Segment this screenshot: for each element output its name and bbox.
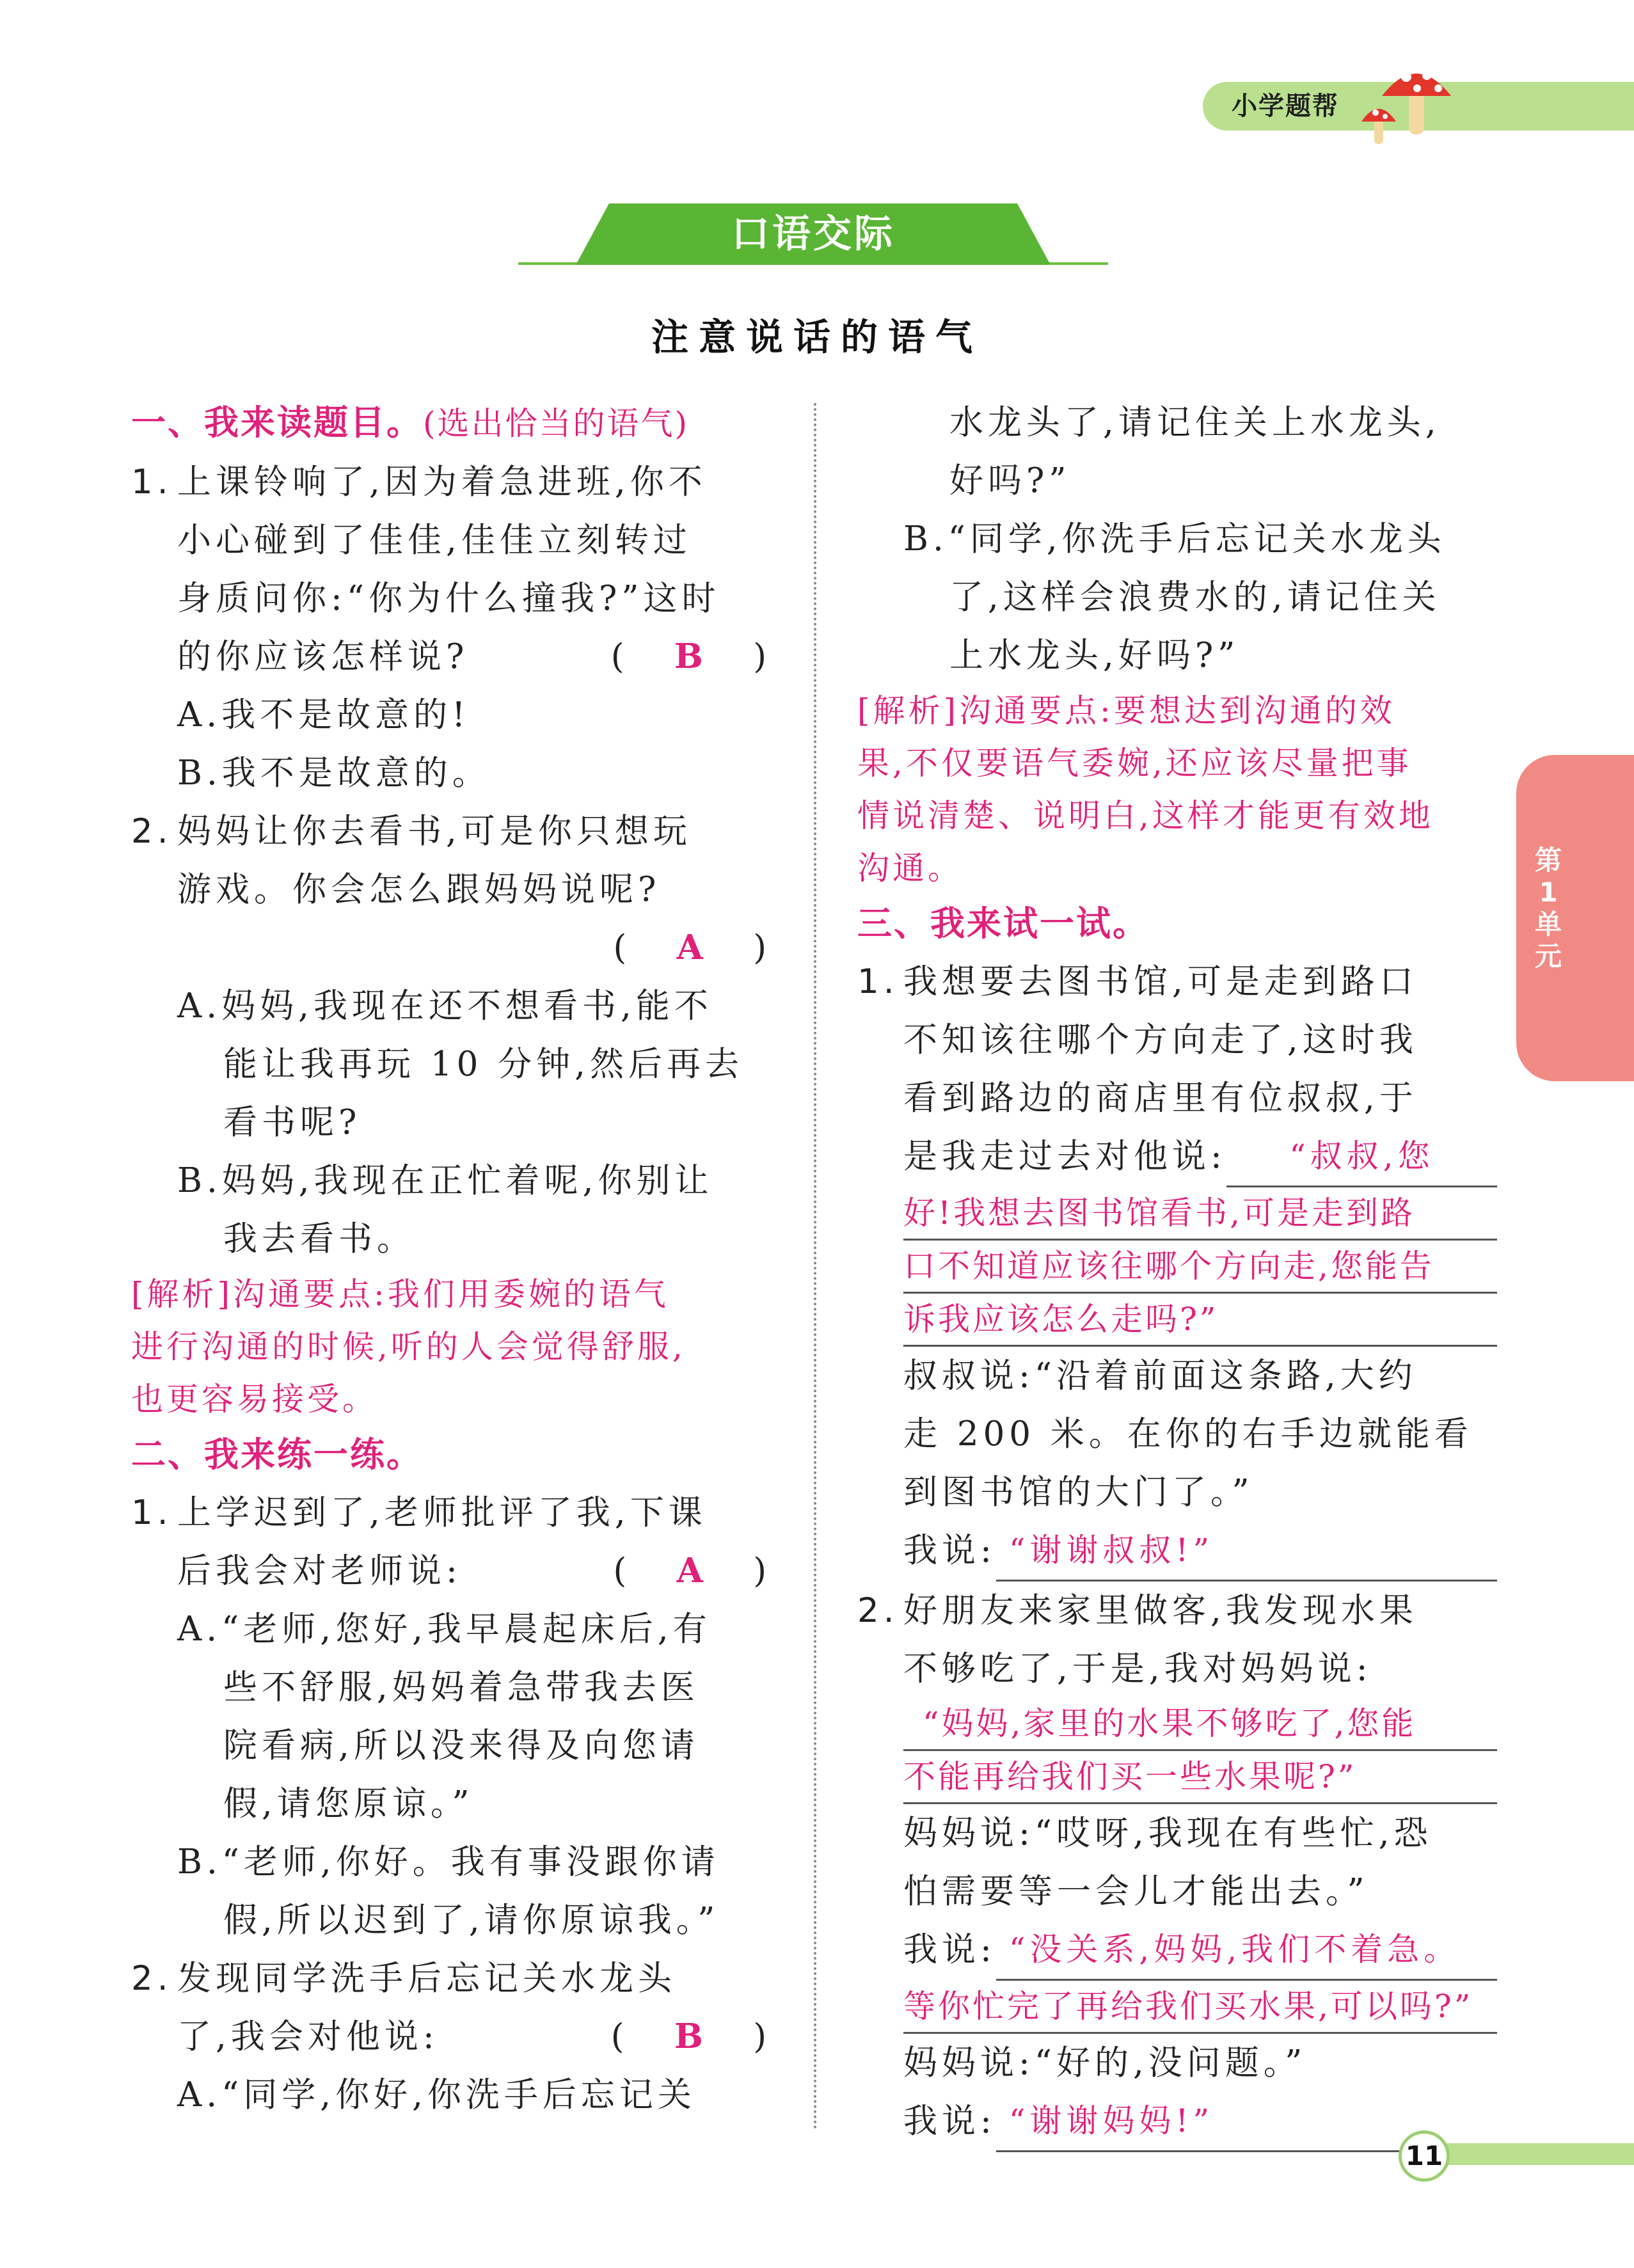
column-divider <box>814 403 816 2130</box>
question-line: 看到路边的商店里有位叔叔,于 <box>903 1079 1418 1118</box>
speaker-label: 我说: <box>903 1930 996 1969</box>
question-line: 好朋友来家里做客,我发现水果 <box>903 1591 1418 1630</box>
answer-bracket: ( A ) <box>613 1551 771 1590</box>
answer-fill: 好!我想去图书馆看书,可是走到路 <box>903 1187 1497 1241</box>
question-number: 2. <box>857 1591 899 1630</box>
answer-fill: 等你忙完了再给我们买水果,可以吗?” <box>903 1981 1497 2034</box>
option-line: B.“老师,你好。我有事没跟你请 <box>177 1843 720 1882</box>
question-line: 上学迟到了,老师批评了我,下课 <box>177 1493 707 1532</box>
option-line: 水龙头了,请记住关上水龙头, <box>949 403 1441 442</box>
analysis-line: [解析]沟通要点:要想达到沟通的效 <box>857 692 1395 729</box>
dialogue-line <box>903 1921 1497 1981</box>
option-line: 看书呢? <box>223 1103 361 1142</box>
answer-fill: “谢谢妈妈!” <box>996 2092 1497 2152</box>
option-line: A.妈妈,我现在还不想看书,能不 <box>177 987 713 1026</box>
question-line: 不够吃了,于是,我对妈妈说: <box>903 1649 1372 1688</box>
question-2-1 <box>131 1484 771 1600</box>
option-a <box>131 1600 771 1833</box>
left-column <box>131 393 771 2124</box>
dialogue-line: 怕需要等一会儿才能出去。” <box>903 1872 1369 1911</box>
page-subtitle: 注意说话的语气 <box>651 315 983 359</box>
question-line: 不知该往哪个方向走了,这时我 <box>903 1020 1418 1059</box>
answer-choice: B <box>674 2017 708 2056</box>
section-3-title: 三、我来试一试。 <box>857 903 1149 944</box>
page-number-bar <box>1433 2143 1634 2165</box>
speaker-label: 我说: <box>903 1531 996 1570</box>
option-line: 能让我再玩 10 分钟,然后再去 <box>223 1045 743 1084</box>
answer-choice: A <box>676 1551 708 1590</box>
analysis-line: 进行沟通的时候,听的人会觉得舒服, <box>131 1328 686 1365</box>
analysis-line: [解析]沟通要点:我们用委婉的语气 <box>131 1276 669 1313</box>
question-3-2 <box>857 1582 1497 2152</box>
option-a <box>131 977 771 1152</box>
option-line: A.“老师,您好,我早晨起床后,有 <box>177 1610 711 1649</box>
question-text: 后我会对老师说: <box>177 1551 462 1590</box>
answer-choice: B <box>674 637 708 676</box>
option-line: 好吗?” <box>949 461 1071 500</box>
dialogue-line: 妈妈说:“好的,没问题。” <box>903 2043 1307 2082</box>
option-line: B.“同学,你洗手后忘记关水龙头 <box>903 519 1446 559</box>
question-1-2 <box>131 802 771 977</box>
analysis-line: 也更容易接受。 <box>131 1381 377 1418</box>
question-number: 1. <box>131 463 173 502</box>
page-number: 11 <box>1405 2140 1443 2171</box>
option-a: A.我不是故意的! <box>177 695 470 734</box>
option-b <box>131 1152 771 1268</box>
question-line: 小心碰到了佳佳,佳佳立刻转过 <box>177 521 692 560</box>
option-a-continued <box>857 393 1497 510</box>
analysis-1 <box>131 1268 771 1425</box>
unit-label-text: 第1单元 <box>1534 845 1562 972</box>
brand-label: 小学题帮 <box>1232 91 1339 121</box>
question-2-2 <box>131 1949 771 2066</box>
answer-bracket: ( B ) <box>610 637 771 676</box>
question-number: 1. <box>857 962 899 1001</box>
dialogue-line: 走 200 米。在你的右手边就能看 <box>903 1415 1473 1454</box>
answer-bracket: ( A ) <box>177 919 771 977</box>
answer-fill: “叔叔,您 <box>1226 1127 1497 1187</box>
section-1-hint: (选出恰当的语气) <box>423 405 690 442</box>
dialogue-line <box>903 1521 1497 1582</box>
section-1-heading <box>131 393 771 453</box>
analysis-2 <box>857 685 1497 894</box>
option-a <box>131 2066 771 2124</box>
question-line: 妈妈让你去看书,可是你只想玩 <box>177 812 692 851</box>
question-line: 游戏。你会怎么跟妈妈说呢? <box>177 870 661 909</box>
analysis-line: 情说清楚、说明白,这样才能更有效地 <box>857 797 1434 834</box>
analysis-line: 果,不仅要语气委婉,还应该尽量把事 <box>857 745 1412 782</box>
answer-fill: 口不知道应该往哪个方向走,您能告 <box>903 1241 1497 1294</box>
option-line: 上水龙头,好吗?” <box>949 636 1240 675</box>
option-line: 假,请您原谅。” <box>223 1784 474 1823</box>
question-number: 2. <box>131 1959 173 1998</box>
answer-fill: “谢谢叔叔!” <box>996 1521 1497 1582</box>
option-b <box>857 510 1497 685</box>
question-number: 2. <box>131 812 173 851</box>
question-line: 上课铃响了,因为着急进班,你不 <box>177 463 707 502</box>
question-text: 了,我会对他说: <box>177 2017 439 2056</box>
unit-label <box>1516 845 1580 972</box>
option-line: 假,所以迟到了,请你原谅我。” <box>223 1901 720 1940</box>
option-line: B.妈妈,我现在正忙着呢,你别让 <box>177 1161 713 1200</box>
question-line <box>177 2008 771 2066</box>
answer-fill: 不能再给我们买一些水果呢?” <box>903 1751 1497 1804</box>
answer-bracket: ( B ) <box>610 2017 771 2056</box>
option-line: 院看病,所以没来得及向您请 <box>223 1726 699 1765</box>
answer-choice: A <box>676 928 708 967</box>
question-text: 的你应该怎样说? <box>177 637 469 676</box>
question-line: 发现同学洗手后忘记关水龙头 <box>177 1959 676 1998</box>
right-column <box>857 393 1497 2152</box>
answer-fill: “没关系,妈妈,我们不着急。 <box>996 1921 1497 1981</box>
dialogue-line: 妈妈说:“哎呀,我现在有些忙,恐 <box>903 1814 1432 1853</box>
question-line <box>903 1127 1497 1187</box>
question-3-1 <box>857 953 1497 1582</box>
option-line: 了,这样会浪费水的,请记住关 <box>949 578 1441 617</box>
question-line <box>177 1542 771 1600</box>
option-line: A.“同学,你好,你洗手后忘记关 <box>177 2075 696 2114</box>
section-2-title: 二、我来练一练。 <box>131 1434 423 1475</box>
option-line: 我去看书。 <box>223 1219 415 1258</box>
option-b <box>131 1833 771 1949</box>
dialogue-line: 到图书馆的大门了。” <box>903 1473 1254 1512</box>
banner-title: 口语交际 <box>731 212 895 257</box>
answer-fill: “妈妈,家里的水果不够吃了,您能 <box>903 1698 1497 1751</box>
option-line: 些不舒服,妈妈着急带我去医 <box>223 1668 699 1707</box>
question-line: 身质问你:“你为什么撞我?”这时 <box>177 579 720 618</box>
option-b: B.我不是故意的。 <box>177 754 491 793</box>
answer-fill: 诉我应该怎么走吗?” <box>903 1294 1497 1347</box>
mushroom-icon <box>1356 58 1465 147</box>
analysis-line: 沟通。 <box>857 850 963 887</box>
question-text: 是我走过去对他说: <box>903 1137 1226 1176</box>
question-line <box>177 628 771 686</box>
section-1-title: 一、我来读题目。 <box>131 402 423 443</box>
question-number: 1. <box>131 1493 173 1532</box>
question-1-1 <box>131 453 771 686</box>
speaker-label: 我说: <box>903 2102 996 2141</box>
question-line: 我想要去图书馆,可是走到路口 <box>903 962 1418 1001</box>
dialogue-line: 叔叔说:“沿着前面这条路,大约 <box>903 1356 1417 1395</box>
